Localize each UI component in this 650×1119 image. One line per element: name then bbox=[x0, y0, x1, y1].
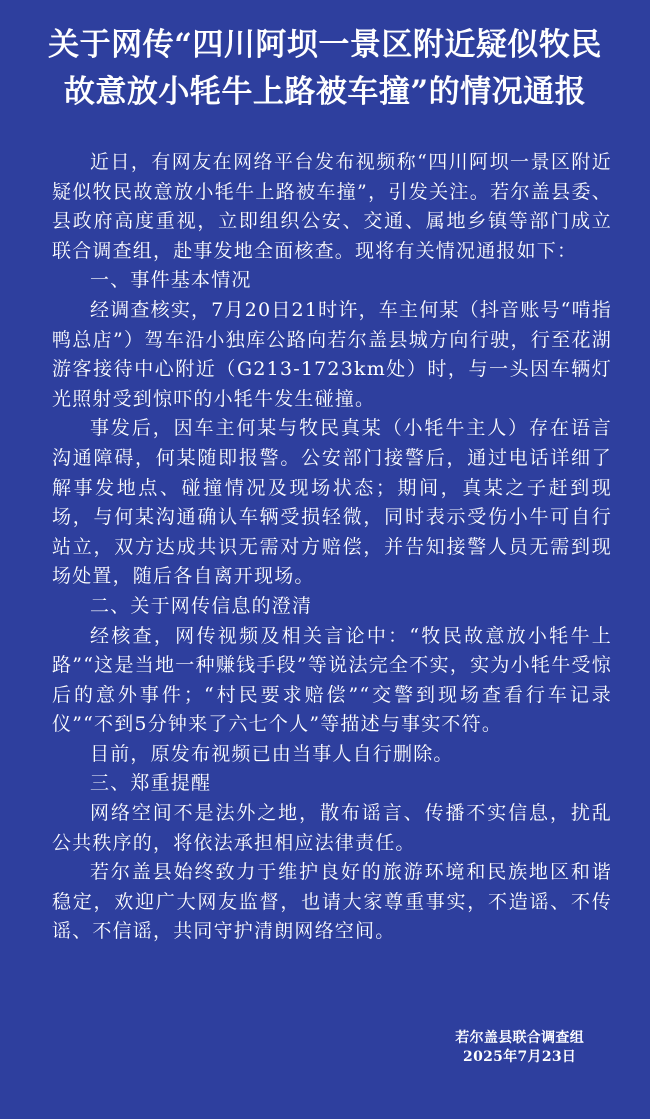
section-heading-reminder: 三、郑重提醒 bbox=[90, 772, 212, 795]
paragraph-closing: 若尔盖县始终致力于维护良好的旅游环境和民族地区和谐稳定，欢迎广大网友监督，也请大家尊重事实，不造谣、不传谣、不信谣，共同守护清朗网络空间。 bbox=[52, 861, 612, 943]
signature-date: 2025年7月23日 bbox=[463, 1049, 577, 1065]
notice-body bbox=[52, 148, 612, 947]
paragraph-clarification: 经核查，网传视频及相关言论中：“牧民故意放小牦牛上路”“这是当地一种赚钱手段”等说法完全不实，实为小牦牛受惊后的意外事件；“村民要求赔偿”“交警到现场查看行车记录仪”“不到5分钟来了六七个人”等描述与事实不符。 bbox=[52, 624, 612, 736]
signature-block bbox=[455, 1029, 584, 1067]
title-line-2: 故意放小牦牛上路被车撞”的情况通报 bbox=[63, 74, 587, 110]
section-heading-clarification: 二、关于网传信息的澄清 bbox=[90, 594, 313, 617]
notice-title bbox=[0, 22, 650, 116]
title-line-1: 关于网传“四川阿坝一景区附近疑似牧民 bbox=[48, 27, 602, 63]
paragraph-reminder: 网络空间不是法外之地，散布谣言、传播不实信息，扰乱公共秩序的，将依法承担相应法律责任。 bbox=[52, 802, 612, 854]
paragraph-aftermath: 事发后，因车主何某与牧民真某（小牦牛主人）存在语言沟通障碍，何某随即报警。公安部门接警后，通过电话详细了解事发地点、碰撞情况及现场状态；期间，真某之子赶到现场，与何某沟通确认车辆受损轻微，同时表示受伤小牛可自行站立，双方达成共识无需对方赔偿，并告知接警人员无需到现场处置，随后各自离开现场。 bbox=[52, 417, 612, 588]
section-heading-basic-facts: 一、事件基本情况 bbox=[90, 269, 252, 292]
paragraph-investigation: 经调查核实，7月20日21时许，车主何某（抖音账号“啃指鸭总店”）驾车沿小独库公路向若尔盖县城方向行驶，行至花湖游客接待中心附近（G213-1723km处）时，与一头因车辆灯光照射受到惊吓的小牦牛发生碰撞。 bbox=[52, 298, 612, 410]
intro-paragraph: 近日，有网友在网络平台发布视频称“四川阿坝一景区附近疑似牧民故意放小牦牛上路被车撞”，引发关注。若尔盖县委、县政府高度重视，立即组织公安、交通、属地乡镇等部门成立联合调查组，赴事发地全面核查。现将有关情况通报如下： bbox=[52, 151, 612, 262]
paragraph-video-deleted: 目前，原发布视频已由当事人自行删除。 bbox=[90, 742, 454, 765]
signature-org: 若尔盖县联合调查组 bbox=[455, 1030, 584, 1046]
